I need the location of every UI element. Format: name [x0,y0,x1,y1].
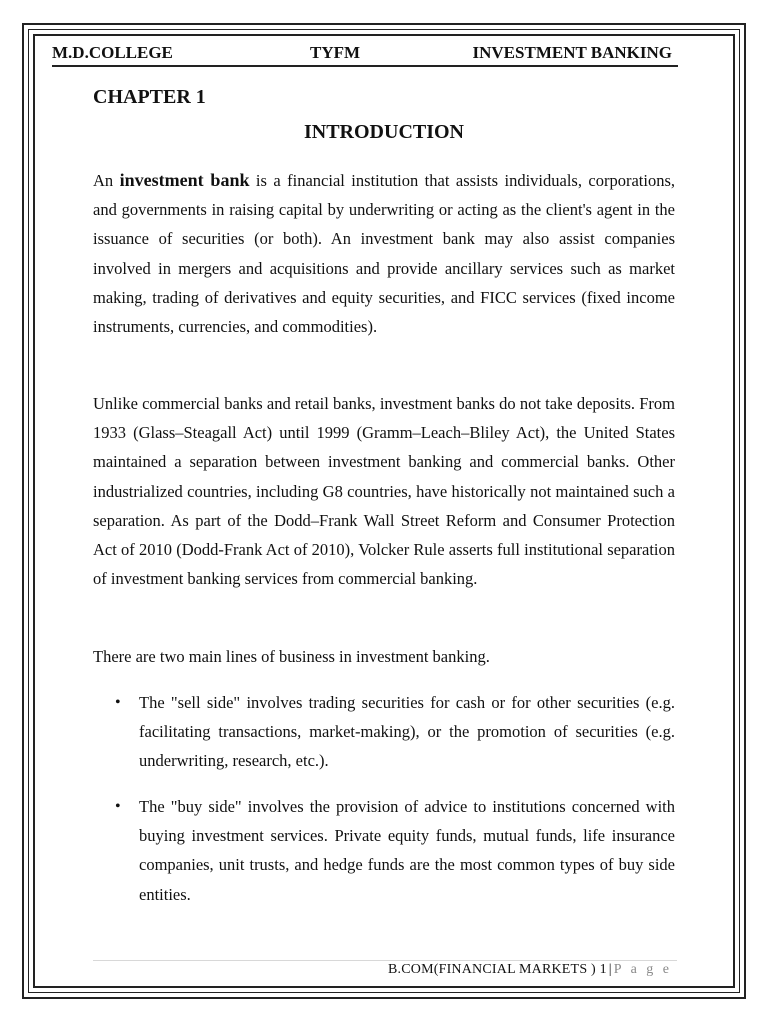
paragraph-definition [93,166,675,341]
footer-course: B.COM(FINANCIAL MARKETS ) [387,962,596,977]
footer-page-word: P a g e [613,962,672,977]
footer-separator: | [608,962,612,977]
list-item-text: The "buy side" involves the provision of advice to institutions concerned with buying investment services. Private equity funds, mutual funds, life insurance companies, unit trusts, and hedge funds are the most common types of buy side entities. [139,797,675,904]
paragraph-business-lines: There are two main lines of business in investment banking. [93,647,490,666]
bullet-icon: • [115,798,121,815]
page-header [52,43,678,67]
page-number: 1 [599,962,607,977]
paragraph-definition-body: is a financial institution that assists individuals, corporations, and governments in raising capital by underwriting or acting as the client's agent in the issuance of securities (or both). An investment bank may also assist companies involved in mergers and acquisitions and provide ancillary services such as market making, trading of derivatives and equity securities, and FICC services (fixed income instruments, currencies, and commodities). [93,171,675,337]
paragraph-definition-lead: An [93,171,114,190]
chapter-heading: CHAPTER 1 [93,86,206,108]
page-title: INTRODUCTION [303,121,465,143]
key-term: investment bank [119,170,250,190]
header-college: M.D.COLLEGE [52,43,173,62]
footer-divider [93,960,677,961]
page-footer [388,962,672,978]
list-item-buy-side [115,792,675,909]
paragraph-regulation: Unlike commercial banks and retail banks, investment banks do not take deposits. From 1933 (Glass–Steagall Act) until 1999 (Gramm–Leach–Bliley Act), the United States maintained a separation between investment banking and commercial banks. Other industrialized countries, including G8 countries, have historically not maintained such a separation. As part of the Dodd–Frank Wall Street Reform and Consumer Protection Act of 2010 (Dodd-Frank Act of 2010), Volcker Rule asserts full institutional separation of investment banking services from commercial banking. [93,394,675,589]
header-class: TYFM [310,43,361,62]
list-item-sell-side [115,688,675,776]
list-item-text: The "sell side" involves trading securities for cash or for other securities (e.g. facilitating transactions, market-making), or the promotion of securities (e.g. underwriting, research, etc.). [139,693,675,771]
header-subject: INVESTMENT BANKING [472,43,672,62]
bullet-icon: • [115,694,121,711]
